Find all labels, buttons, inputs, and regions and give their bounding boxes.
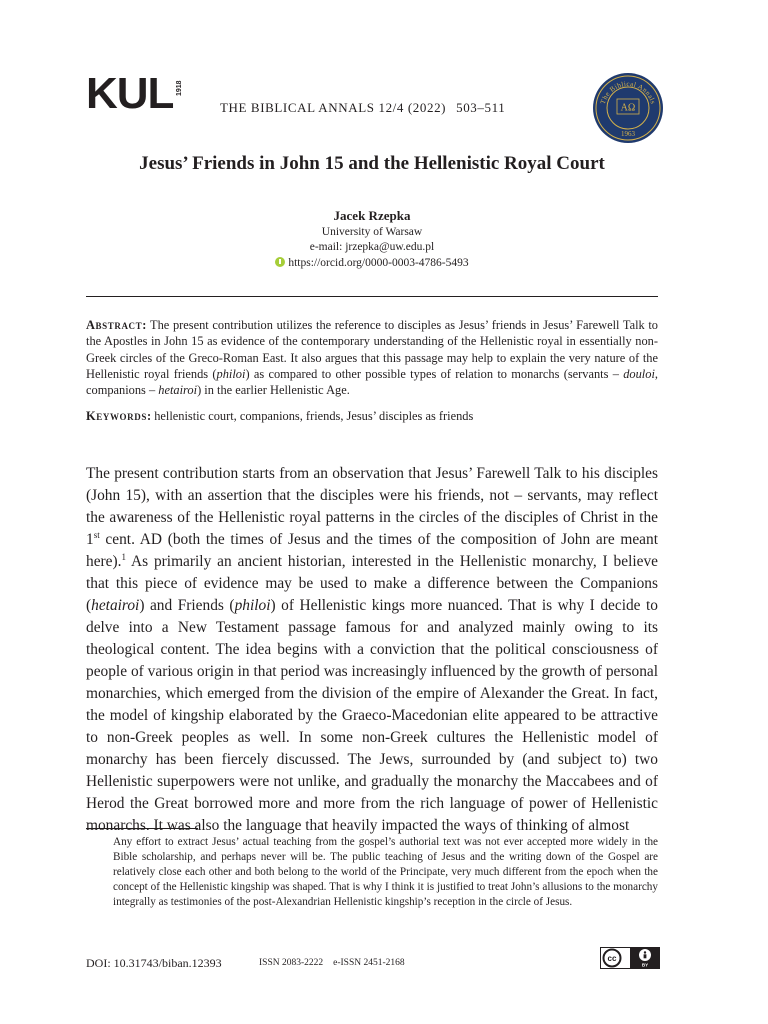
seal-year: 1963 — [621, 130, 635, 138]
body-term-philoi: philoi — [234, 597, 271, 614]
seal-title: The Biblical Annals — [598, 79, 658, 106]
seal-alpha-omega: ΑΩ — [620, 102, 636, 114]
cc-by-license-badge[interactable] — [600, 947, 660, 969]
body-text-2: cent. AD (both the times of Jesus and the times of the composition of John are meant here). — [86, 531, 658, 570]
abstract-term-hetairoi: hetairoi — [158, 383, 198, 398]
author-block — [86, 208, 658, 271]
body-text-3: As primarily an ancient historian, interested in the Hellenistic monarchy, I believe that this piece of evidence may be used to make a difference between the Companions ( — [86, 553, 658, 614]
author-affiliation: University of Warsaw — [321, 225, 423, 238]
svg-text:cc: cc — [607, 954, 617, 963]
orcid-link[interactable]: https://orcid.org/0000-0003-4786-5493 — [288, 256, 469, 269]
issn: ISSN 2083-2222 — [259, 958, 324, 968]
author-email[interactable]: e-mail: jrzepka@uw.edu.pl — [309, 241, 435, 253]
abstract-text-2: ) as compared to other possible types of relation to monarchs (servants – — [245, 366, 624, 381]
attribution-icon — [639, 949, 651, 961]
body-text-5: ) of Hellenistic kings more nuanced. That is why I decide to delve into a New Testament passage famous for and analyzed mainly owing to its theological content. The idea begins with a conviction that the political consciousness of people of various origin in that period was increasingly influenced by the growth of personal monarchies, which emerged from the division of the empire of Alexander the Great. In fact, the model of kingship elaborated by the Graeco-Macedonian elite appeared to be attractive to non-Greek peoples as well. In some non-Greek cultures the Hellenistic model of monarchy has been fiercely discussed. The Jews, surrounded by (and subject to) two Hellenistic superpowers were not unlike, and gradually the monarchy the Maccabees and of Herod the Great borrowed more and more from the rich language of power of Hellenistic monarchs. It was also the language that heavily impacted the ways of thinking of almost — [86, 597, 659, 834]
abstract-term-douloi: douloi — [623, 366, 655, 381]
footnote: Any effort to extract Jesus’ actual teaching from the gospel’s authorial text was not ever accepted more widely in the Bible scholarship, and perhaps never will be. The public teaching of Jesus and the writing down of the Gospel are relatively close each other and both belong to the world of the Principate, very much different from the epoch when the concept of the Hellenistic kingship was shaped. That is why I think it is justified to treat John’s allusions to the monarchy integrally as testimonies of the post-Alexandrian Hellenistic kingship’s reception in the circle of Jesus. — [113, 836, 658, 908]
author-orcid[interactable] — [86, 256, 658, 272]
header-divider — [86, 296, 658, 297]
body-paragraph — [86, 463, 658, 837]
footnote-ref[interactable]: 1 — [121, 551, 126, 562]
journal-pages: 503–511 — [456, 100, 506, 115]
abstract-label: Abstract — [86, 318, 143, 332]
kul-logo-text: KUL — [86, 69, 174, 118]
author-name: Jacek Rzepka — [333, 208, 411, 223]
journal-header — [220, 100, 505, 116]
keywords-text: hellenistic court, companions, friends, Jesus’ disciples as friends — [154, 409, 474, 423]
abstract-text-1: The present contribution utilizes the reference to disciples as Jesus’ friends in Jesus’ Farewell Talk to the Apostles in John 15 as evidence of the contemporary understanding of the Hellenistic royal in essentially non-Greek circles of the Greco-Roman East. It also argues that this passage may help to explain the very nature of the Hellenistic royal friends ( — [86, 318, 658, 381]
cc-by-label: BY — [641, 962, 649, 968]
doi[interactable]: DOI: 10.31743/biban.12393 — [86, 956, 222, 970]
kul-logo — [86, 69, 184, 118]
biblical-annals-seal — [592, 72, 664, 144]
orcid-icon — [275, 257, 285, 267]
keywords: Keywords: hellenistic court, companions, friends, Jesus’ disciples as friends — [86, 409, 474, 423]
body-text-1: The present contribution starts from an observation that Jesus’ Farewell Talk to his disciples (John 15), with an assertion that the disciples were his friends, not – servants, may reflect the awareness of the Hellenistic royal patterns in the circles of the disciples of Christ in the 1 — [86, 465, 658, 548]
keywords-label: Keywords — [86, 409, 147, 423]
kul-logo-year: 1918 — [176, 80, 184, 96]
body-text-4: ) and Friends ( — [139, 597, 235, 614]
abstract-text-4: ) in the earlier Hellenistic Age. — [197, 383, 350, 398]
issn-line — [259, 958, 405, 968]
abstract-term-philoi: philoi — [216, 366, 246, 381]
creative-commons-icon — [604, 950, 621, 967]
footnote-divider — [86, 828, 198, 829]
ordinal-suffix: st — [93, 529, 100, 540]
abstract: Abstract: The present contribution utilizes the reference to disciples as Jesus’ friends in Jesus’ Farewell Talk to the Apostles in John 15 as evidence of the contemporary understanding of the Hellenistic royal in essentially non-Greek circles of the Greco-Roman East. It also argues that this passage may help to explain the very nature of the Hellenistic royal friends (philoi) as compared to other possible types of relation to monarchs (servants – douloi, companions – hetairoi) in the earlier Hellenistic Age. — [86, 318, 658, 398]
journal-citation: THE BIBLICAL ANNALS 12/4 (2022) — [220, 100, 447, 115]
eissn: e-ISSN 2451-2168 — [333, 958, 405, 968]
abstract-text-3: , companions – — [86, 366, 658, 398]
article-title: Jesus’ Friends in John 15 and the Hellenistic Royal Court — [139, 153, 605, 174]
body-term-hetairoi: hetairoi — [91, 597, 140, 614]
